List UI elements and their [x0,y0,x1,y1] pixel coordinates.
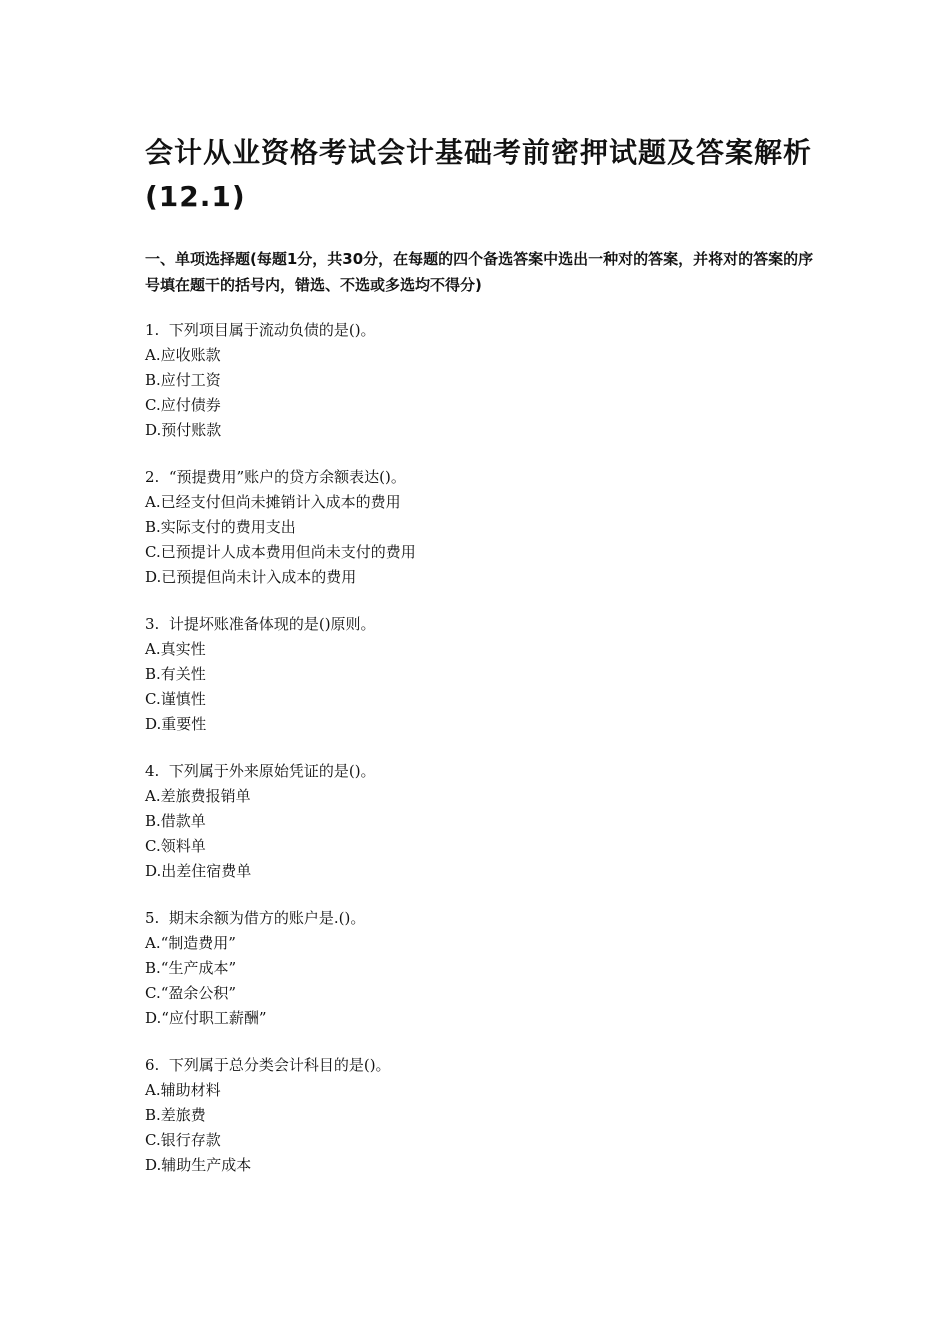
option-b: B.有关性 [145,665,206,683]
option-c: C.已预提计人成本费用但尚未支付的费用 [145,543,416,561]
document-page [145,131,825,1200]
question-item [145,465,825,590]
option-d: D.重要性 [145,715,207,733]
question-item [145,612,825,737]
question-item [145,759,825,884]
option-b: B.借款单 [145,812,206,830]
option-b: B.差旅费 [145,1106,206,1124]
option-c: C.“盈余公积” [145,984,237,1002]
option-a: A.“制造费用” [145,934,236,952]
question-stem: 4. 下列属于外来原始凭证的是()。 [145,762,376,780]
option-c: C.谨慎性 [145,690,206,708]
option-b: B.实际支付的费用支出 [145,518,296,536]
option-c: C.应付债券 [145,396,221,414]
option-a: A.差旅费报销单 [145,787,251,805]
option-a: A.已经支付但尚未摊销计入成本的费用 [145,493,401,511]
option-b: B.应付工资 [145,371,221,389]
section-heading: 一、单项选择题(每题1分，共30分，在每题的四个备选答案中选出一种对的答案，并将对的答案的序号填在题干的括号内，错选、不选或多选均不得分) [145,250,814,294]
option-d: D.预付账款 [145,421,222,439]
option-d: D.出差住宿费单 [145,862,252,880]
option-a: A.真实性 [145,640,206,658]
option-a: A.应收账款 [145,346,221,364]
question-list [145,318,825,1178]
question-stem: 1. 下列项目属于流动负债的是()。 [145,321,376,339]
option-d: D.辅助生产成本 [145,1156,252,1174]
question-item [145,906,825,1031]
question-stem: 5. 期末余额为借方的账户是.()。 [145,909,366,927]
option-a: A.辅助材料 [145,1081,221,1099]
option-b: B.“生产成本” [145,959,237,977]
question-stem: 2. “预提费用”账户的贷方余额表达()。 [145,468,406,486]
question-item [145,318,825,443]
question-stem: 6. 下列属于总分类会计科目的是()。 [145,1056,391,1074]
option-c: C.领料单 [145,837,206,855]
question-item [145,1053,825,1178]
option-d: D.“应付职工薪酬” [145,1009,267,1027]
question-stem: 3. 计提坏账准备体现的是()原则。 [145,615,376,633]
option-c: C.银行存款 [145,1131,221,1149]
option-d: D.已预提但尚未计入成本的费用 [145,568,357,586]
document-title: 会计从业资格考试会计基础考前密押试题及答案解析(12.1) [145,136,813,213]
